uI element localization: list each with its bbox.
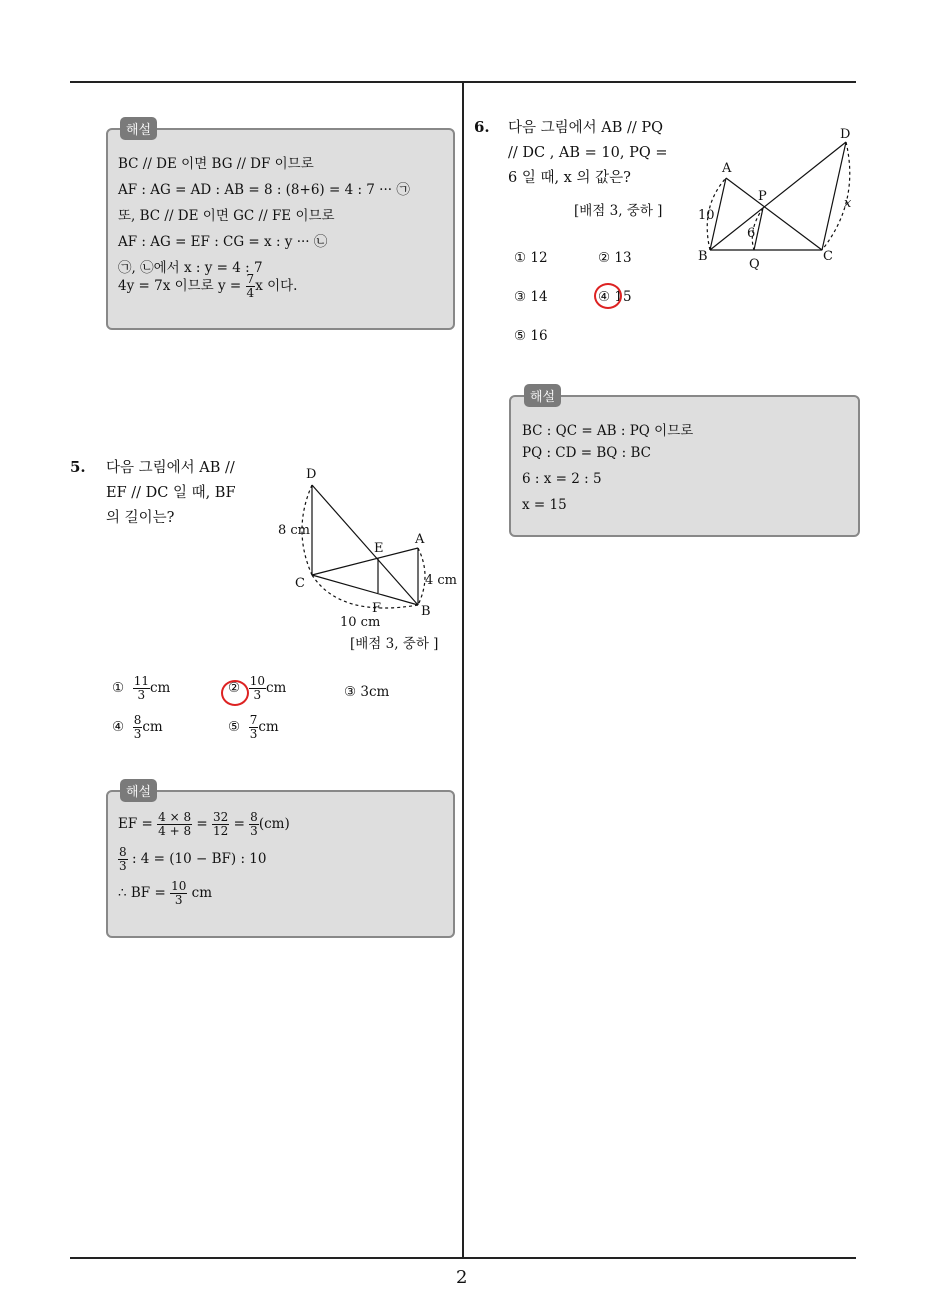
solution-line: AF : AG = EF : CG = x : y ··· ㉡ — [118, 234, 328, 250]
choice-number: ⑤ — [228, 719, 241, 735]
solution-line: x = 15 — [522, 497, 567, 513]
question-line: 다음 그림에서 AB // PQ — [508, 120, 664, 136]
denominator: 3 — [137, 688, 146, 702]
difficulty-label: [배점 3, 중하 ] — [574, 203, 663, 219]
denominator: 3 — [249, 727, 258, 741]
label-a: A — [415, 532, 425, 547]
denominator: 3 — [253, 688, 262, 702]
label-len-ab: 10 — [698, 208, 715, 223]
numerator: 11 — [133, 674, 149, 688]
numerator: 8 — [119, 845, 127, 859]
numerator: 8 — [250, 810, 258, 824]
solution-line: BC // DE 이면 BG // DF 이므로 — [118, 156, 314, 172]
label-len-cb: 10 cm — [340, 615, 381, 630]
column-divider — [462, 82, 464, 1258]
question-text — [106, 456, 236, 531]
numerator: 8 — [133, 713, 142, 727]
fraction — [246, 273, 256, 300]
label-d: D — [306, 467, 317, 482]
solution-text: = — [196, 816, 208, 832]
label-b: B — [421, 604, 431, 619]
solution-line — [118, 811, 290, 838]
denominator: 3 — [133, 727, 142, 741]
numerator: 10 — [249, 674, 265, 688]
solution-line: ㉠, ㉡에서 x : y = 4 : 7 — [118, 260, 263, 276]
answer-mark-circle — [221, 680, 249, 706]
choice-number: ④ — [112, 719, 125, 735]
fraction — [212, 811, 229, 838]
solution-text: = — [233, 816, 245, 832]
unit: cm — [142, 719, 163, 735]
label-p: P — [758, 189, 767, 204]
fraction — [170, 880, 187, 907]
denominator: 12 — [212, 824, 229, 838]
solution-text: ∴ BF = — [118, 885, 166, 901]
solution-text: EF = — [118, 816, 153, 832]
choice-2[interactable]: ② 13 — [598, 250, 632, 266]
question-number: 5. — [70, 458, 86, 476]
fraction — [249, 811, 259, 838]
label-q: Q — [749, 257, 760, 272]
solution-line: 또, BC // DE 이면 GC // FE 이므로 — [118, 208, 335, 224]
choice-4[interactable] — [112, 714, 163, 741]
label-c: C — [295, 576, 305, 591]
solution-text: 4y = 7x 이므로 y = — [118, 278, 242, 294]
choice-number: ② — [228, 680, 241, 696]
denominator: 3 — [174, 893, 183, 907]
segment-cb — [312, 575, 418, 605]
segment-ac — [726, 178, 822, 250]
choice-3[interactable]: ③ 3cm — [344, 684, 390, 700]
denominator: 4 + 8 — [158, 824, 192, 838]
segment-ca — [312, 548, 418, 575]
unit: (cm) — [258, 816, 290, 832]
solution-tag: 해설 — [120, 117, 157, 140]
solution-tag: 해설 — [120, 779, 157, 802]
difficulty-label: [배점 3, 중하 ] — [350, 636, 439, 652]
denominator: 3 — [119, 859, 127, 873]
choice-3[interactable]: ③ 14 — [514, 289, 548, 305]
fraction — [157, 811, 192, 838]
arc-ab — [418, 548, 425, 605]
solution-line — [118, 846, 266, 873]
solution-line — [118, 273, 297, 300]
segment-db — [312, 485, 418, 605]
solution-box-q6 — [509, 395, 860, 537]
fraction — [133, 714, 143, 741]
numerator: 10 — [171, 879, 187, 893]
question-line: 6 일 때, x 의 값은? — [508, 170, 631, 186]
solution-text: x 이다. — [255, 278, 298, 294]
unit: cm — [265, 680, 287, 696]
label-a: A — [722, 161, 732, 176]
question-line: 의 길이는? — [106, 510, 175, 526]
fraction — [249, 675, 266, 702]
numerator: 7 — [249, 713, 258, 727]
solution-line: AF : AG = AD : AB = 8 : (8+6) = 4 : 7 ··· ㉠ — [118, 182, 410, 198]
solution-line: 6 : x = 2 : 5 — [522, 471, 602, 487]
figure-q6 — [690, 122, 860, 272]
fraction — [118, 846, 128, 873]
choice-1[interactable] — [112, 675, 170, 702]
numerator: 32 — [212, 810, 229, 824]
label-f: F — [372, 601, 382, 616]
solution-line: BC : QC = AB : PQ 이므로 — [522, 423, 694, 439]
label-b: B — [698, 249, 708, 264]
numerator: 7 — [246, 272, 255, 286]
figure-q5 — [270, 460, 460, 635]
solution-line: PQ : CD = BQ : BC — [522, 445, 651, 461]
choice-5[interactable]: ⑤ 16 — [514, 328, 548, 344]
page-number: 2 — [456, 1267, 468, 1288]
label-len-ab: 4 cm — [425, 573, 458, 588]
answer-mark-circle — [594, 283, 622, 309]
label-d: D — [840, 127, 851, 142]
label-e: E — [374, 541, 384, 556]
choice-number: ① — [112, 680, 125, 696]
unit: cm — [149, 680, 171, 696]
unit: cm — [191, 885, 213, 901]
fraction — [133, 675, 150, 702]
label-len-x: x — [844, 196, 852, 211]
solution-line — [118, 880, 212, 907]
choice-1[interactable]: ① 12 — [514, 250, 548, 266]
label-len-pq: 6 — [747, 226, 756, 241]
fraction — [249, 714, 259, 741]
question-line: EF // DC 일 때, BF — [106, 485, 236, 501]
denominator: 4 — [246, 286, 255, 300]
unit: cm — [258, 719, 279, 735]
numerator: 4 × 8 — [158, 810, 192, 824]
label-len-dc: 8 cm — [278, 523, 311, 538]
denominator: 3 — [250, 824, 258, 838]
label-c: C — [823, 249, 833, 264]
question-text — [508, 116, 668, 191]
question-line: // DC , AB = 10, PQ = — [508, 145, 668, 161]
question-line: 다음 그림에서 AB // — [106, 460, 235, 476]
question-number: 6. — [474, 118, 490, 136]
choice-5[interactable] — [228, 714, 279, 741]
solution-text: : 4 = (10 − BF) : 10 — [131, 851, 267, 867]
solution-tag: 해설 — [524, 384, 561, 407]
choice-4[interactable]: ④ 15 — [598, 289, 632, 305]
